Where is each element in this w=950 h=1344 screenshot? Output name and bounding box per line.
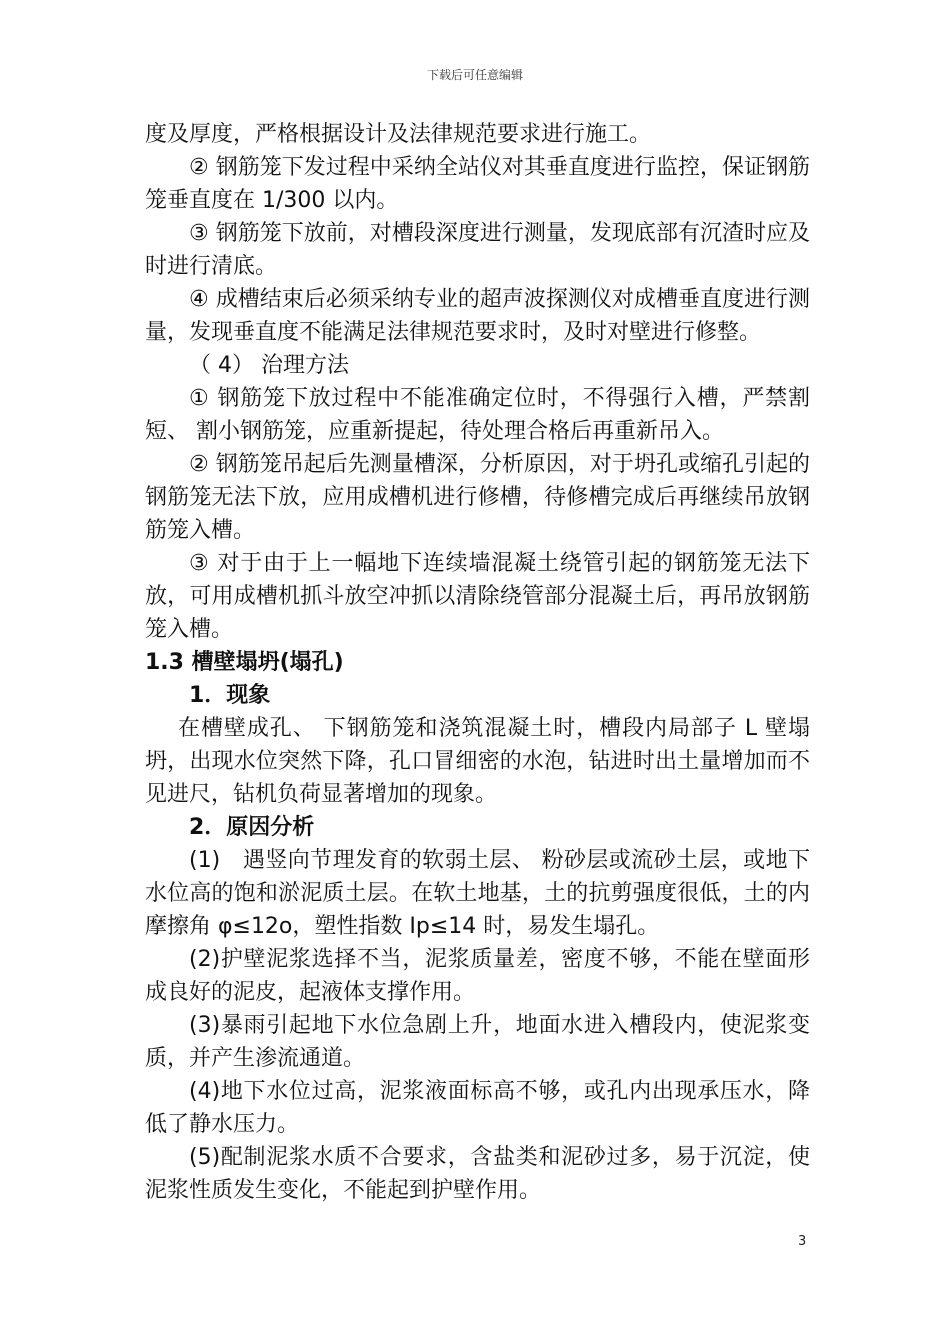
subsection-heading: 1．现象 xyxy=(189,683,271,708)
paragraph: (5)配制泥浆水质不合要求，含盐类和泥砂过多，易于沉淀，使泥浆性质发生变化，不能起到护壁作用。 xyxy=(145,1145,810,1203)
paragraph: ④ 成槽结束后必须采纳专业的超声波探测仪对成槽垂直度进行测量，发现垂直度不能满足法律规范要求时，及时对壁进行修整。 xyxy=(145,287,810,345)
subsection-heading: （ 4） 治理方法 xyxy=(189,353,349,378)
document-body xyxy=(145,118,810,1207)
page-header: 下载后可任意编辑 xyxy=(426,68,523,82)
section-heading: 1.3 槽壁塌坍(塌孔) xyxy=(145,650,344,675)
page-number: 3 xyxy=(798,1234,807,1249)
subsection-heading: 2．原因分析 xyxy=(189,815,315,840)
paragraph: 在槽壁成孔、 下钢筋笼和浇筑混凝土时，槽段内局部子 L 壁塌坍，出现水位突然下降，孔口冒细密的水泡，钻进时出土量增加而不见进尺，钻机负荷显著增加的现象。 xyxy=(145,716,810,807)
paragraph: ③ 钢筋笼下放前，对槽段深度进行测量，发现底部有沉渣时应及时进行清底。 xyxy=(145,221,810,279)
paragraph: (4)地下水位过高，泥浆液面标高不够，或孔内出现承压水，降低了静水压力。 xyxy=(145,1079,810,1137)
paragraph: (1) 遇竖向节理发育的软弱土层、 粉砂层或流砂土层，或地下水位高的饱和淤泥质土层。在软土地基，土的抗剪强度很低，土的内摩擦角 φ≤12o，塑性指数 Ip≤14 时，易发生塌孔。 xyxy=(145,848,810,939)
paragraph: (3)暴雨引起地下水位急剧上升，地面水进入槽段内，使泥浆变质，并产生渗流通道。 xyxy=(145,1013,810,1071)
paragraph: ③ 对于由于上一幅地下连续墙混凝土绕管引起的钢筋笼无法下放，可用成槽机抓斗放空冲抓以清除绕管部分混凝土后，再吊放钢筋笼入槽。 xyxy=(145,551,810,642)
paragraph: ② 钢筋笼吊起后先测量槽深，分析原因，对于坍孔或缩孔引起的钢筋笼无法下放，应用成槽机进行修槽，待修槽完成后再继续吊放钢筋笼入槽。 xyxy=(145,452,810,543)
paragraph: (2)护壁泥浆选择不当，泥浆质量差，密度不够，不能在壁面形成良好的泥皮，起液体支撑作用。 xyxy=(145,947,810,1005)
paragraph: 度及厚度，严格根据设计及法律规范要求进行施工。 xyxy=(145,122,652,147)
paragraph: ① 钢筋笼下放过程中不能准确定位时，不得强行入槽，严禁割短、 割小钢筋笼，应重新提起，待处理合格后再重新吊入。 xyxy=(145,386,810,444)
paragraph: ② 钢筋笼下发过程中采纳全站仪对其垂直度进行监控，保证钢筋笼垂直度在 1/300 以内。 xyxy=(145,155,810,213)
